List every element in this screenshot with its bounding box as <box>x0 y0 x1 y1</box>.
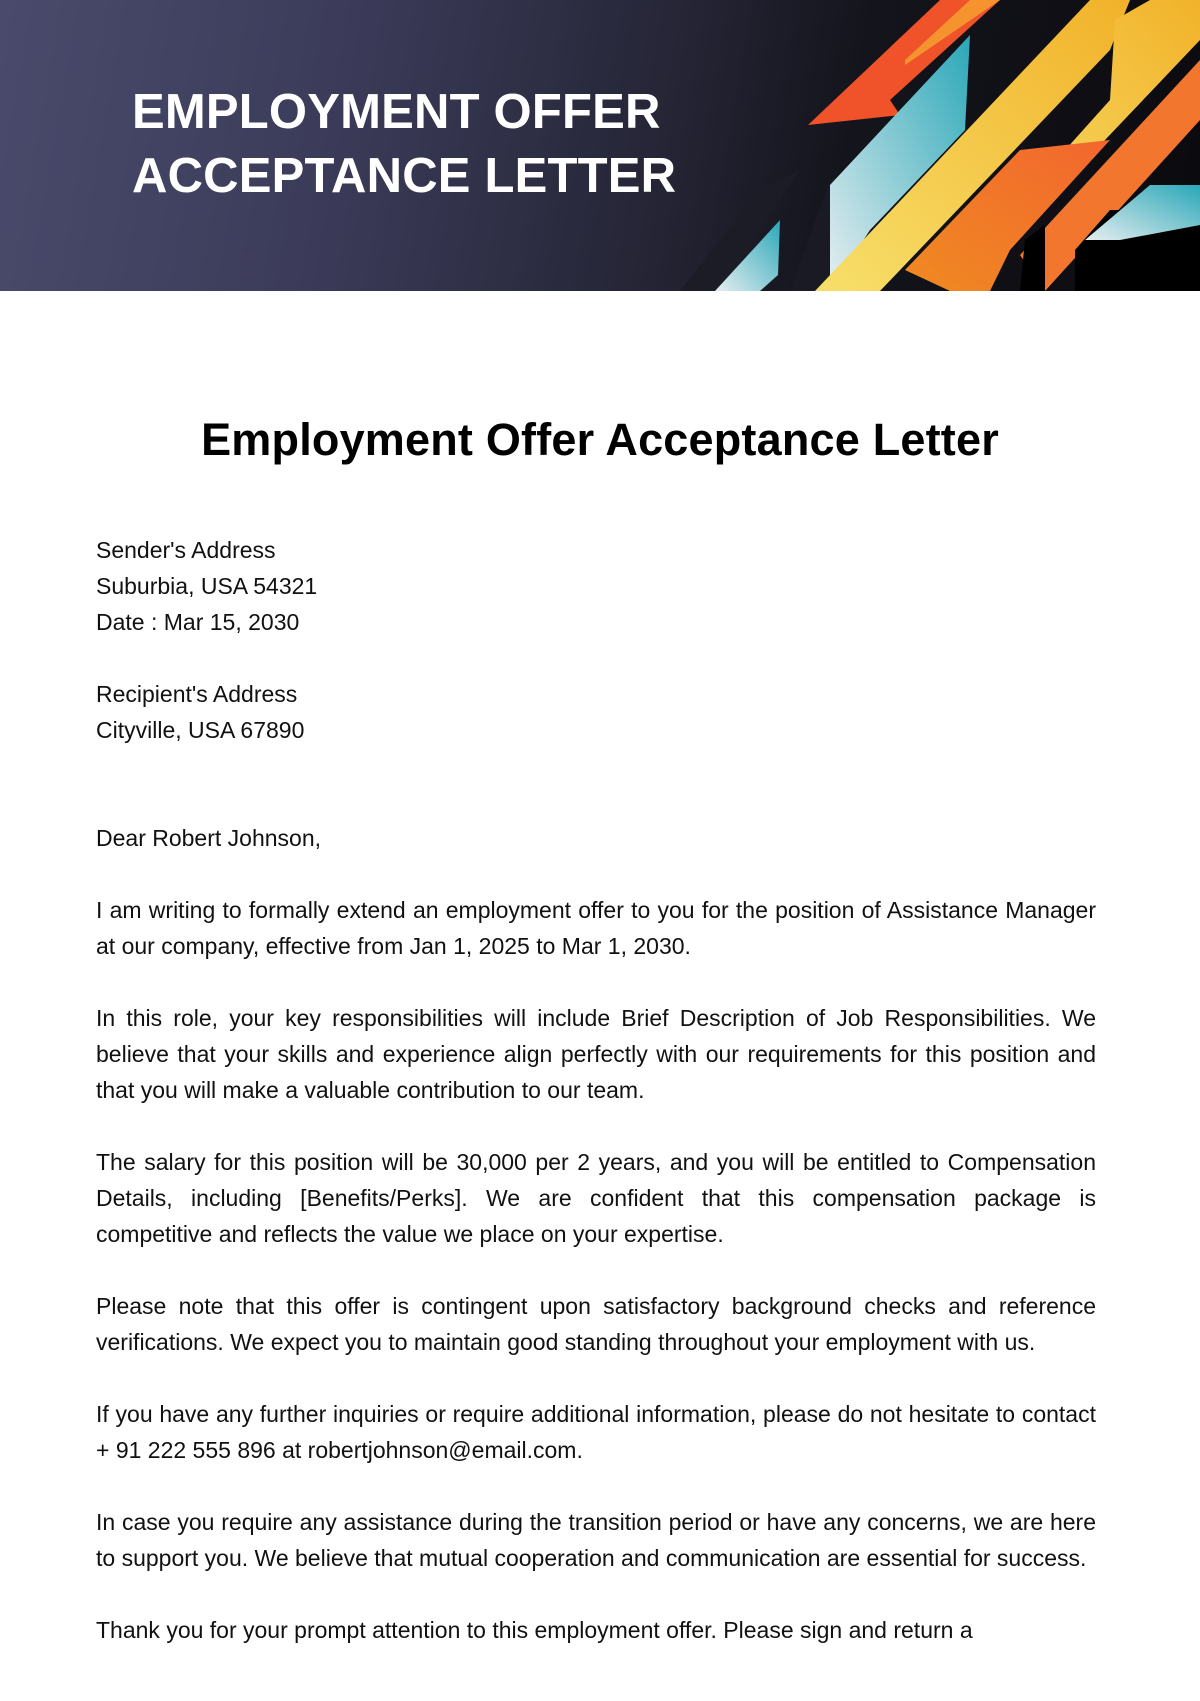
sender-address-block <box>96 532 1096 640</box>
paragraph-salary: The salary for this position will be 30,000 per 2 years, and you will be entitled to Compensation Details, including [Benefits/Perks]. We are confident that this compensation package is competitive and reflects the value we place on your expertise. <box>96 1149 1096 1247</box>
recipient-address-block <box>96 676 1096 748</box>
banner-title-line2: ACCEPTANCE LETTER <box>132 149 677 203</box>
banner-title-line1: EMPLOYMENT OFFER <box>132 85 661 139</box>
sender-address: Sender's Address <box>96 537 276 563</box>
recipient-address: Recipient's Address <box>96 681 298 707</box>
sender-city: Suburbia, USA 54321 <box>96 573 318 599</box>
letter-date: Date : Mar 15, 2030 <box>96 609 300 635</box>
paragraph-support: In case you require any assistance during the transition period or have any concerns, we are here to support you. We believe that mutual cooperation and communication are essential for success. <box>96 1509 1096 1571</box>
recipient-city: Cityville, USA 67890 <box>96 717 305 743</box>
paragraph-contingency: Please note that this offer is contingent upon satisfactory background checks and reference verifications. We expect you to maintain good standing throughout your employment with us. <box>96 1293 1096 1355</box>
salutation: Dear Robert Johnson, <box>96 825 322 851</box>
document-title: Employment Offer Acceptance Letter <box>201 414 999 465</box>
paragraph-responsibilities: In this role, your key responsibilities will include Brief Description of Job Responsibilities. We believe that your skills and experience align perfectly with our requirements for this position and that you will make a valuable contribution to our team. <box>96 1005 1096 1103</box>
letter-body <box>96 532 1096 1684</box>
banner-title <box>132 80 676 208</box>
header-banner <box>0 0 1200 291</box>
paragraph-contact: If you have any further inquiries or require additional information, please do not hesitate to contact + 91 222 555 896 at robertjohnson@email.com. <box>96 1401 1096 1463</box>
paragraph-closing: Thank you for your prompt attention to this employment offer. Please sign and return a <box>96 1617 973 1643</box>
paragraph-offer: I am writing to formally extend an employment offer to you for the position of Assistance Manager at our company, effective from Jan 1, 2025 to Mar 1, 2030. <box>96 897 1096 959</box>
